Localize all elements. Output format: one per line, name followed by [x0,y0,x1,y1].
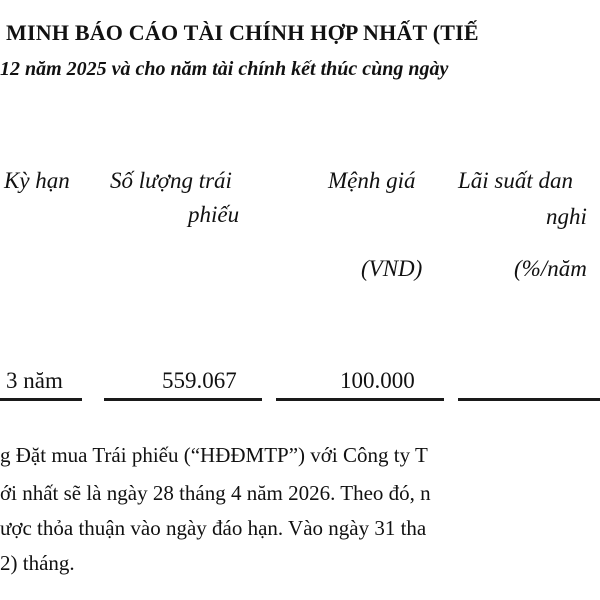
column-header-interest-rate-unit: (%/năm [514,256,587,281]
report-title: MINH BÁO CÁO TÀI CHÍNH HỢP NHẤT (TIẾ [6,20,479,45]
table-rule-interest-rate [458,398,600,401]
cell-term: 3 năm [6,368,63,393]
table-rule-quantity [104,398,262,401]
cell-quantity: 559.067 [162,368,237,393]
paragraph-line-2: ới nhất sẽ là ngày 28 tháng 4 năm 2026. Theo đó, n [0,481,431,505]
column-header-term: Kỳ hạn [4,168,70,193]
report-subtitle: 12 năm 2025 và cho năm tài chính kết thúc cùng ngày [0,58,449,80]
paragraph-line-1: g Đặt mua Trái phiếu (“HĐĐMTP”) với Công ty T [0,443,428,467]
column-header-par-value: Mệnh giá [328,168,416,193]
table-rule-term [0,398,82,401]
paragraph-line-4: 2) tháng. [0,551,75,575]
column-header-par-value-unit: (VND) [361,256,423,281]
table-rule-par-value [276,398,444,401]
column-header-interest-rate-line2: nghi [546,204,587,229]
column-header-quantity-line2: phiếu [188,202,240,227]
cell-par-value: 100.000 [340,368,415,393]
paragraph-line-3: ược thỏa thuận vào ngày đáo hạn. Vào ngày 31 tha [0,516,427,540]
column-header-interest-rate: Lãi suất dan [458,168,574,193]
column-header-quantity: Số lượng trái [110,168,232,193]
